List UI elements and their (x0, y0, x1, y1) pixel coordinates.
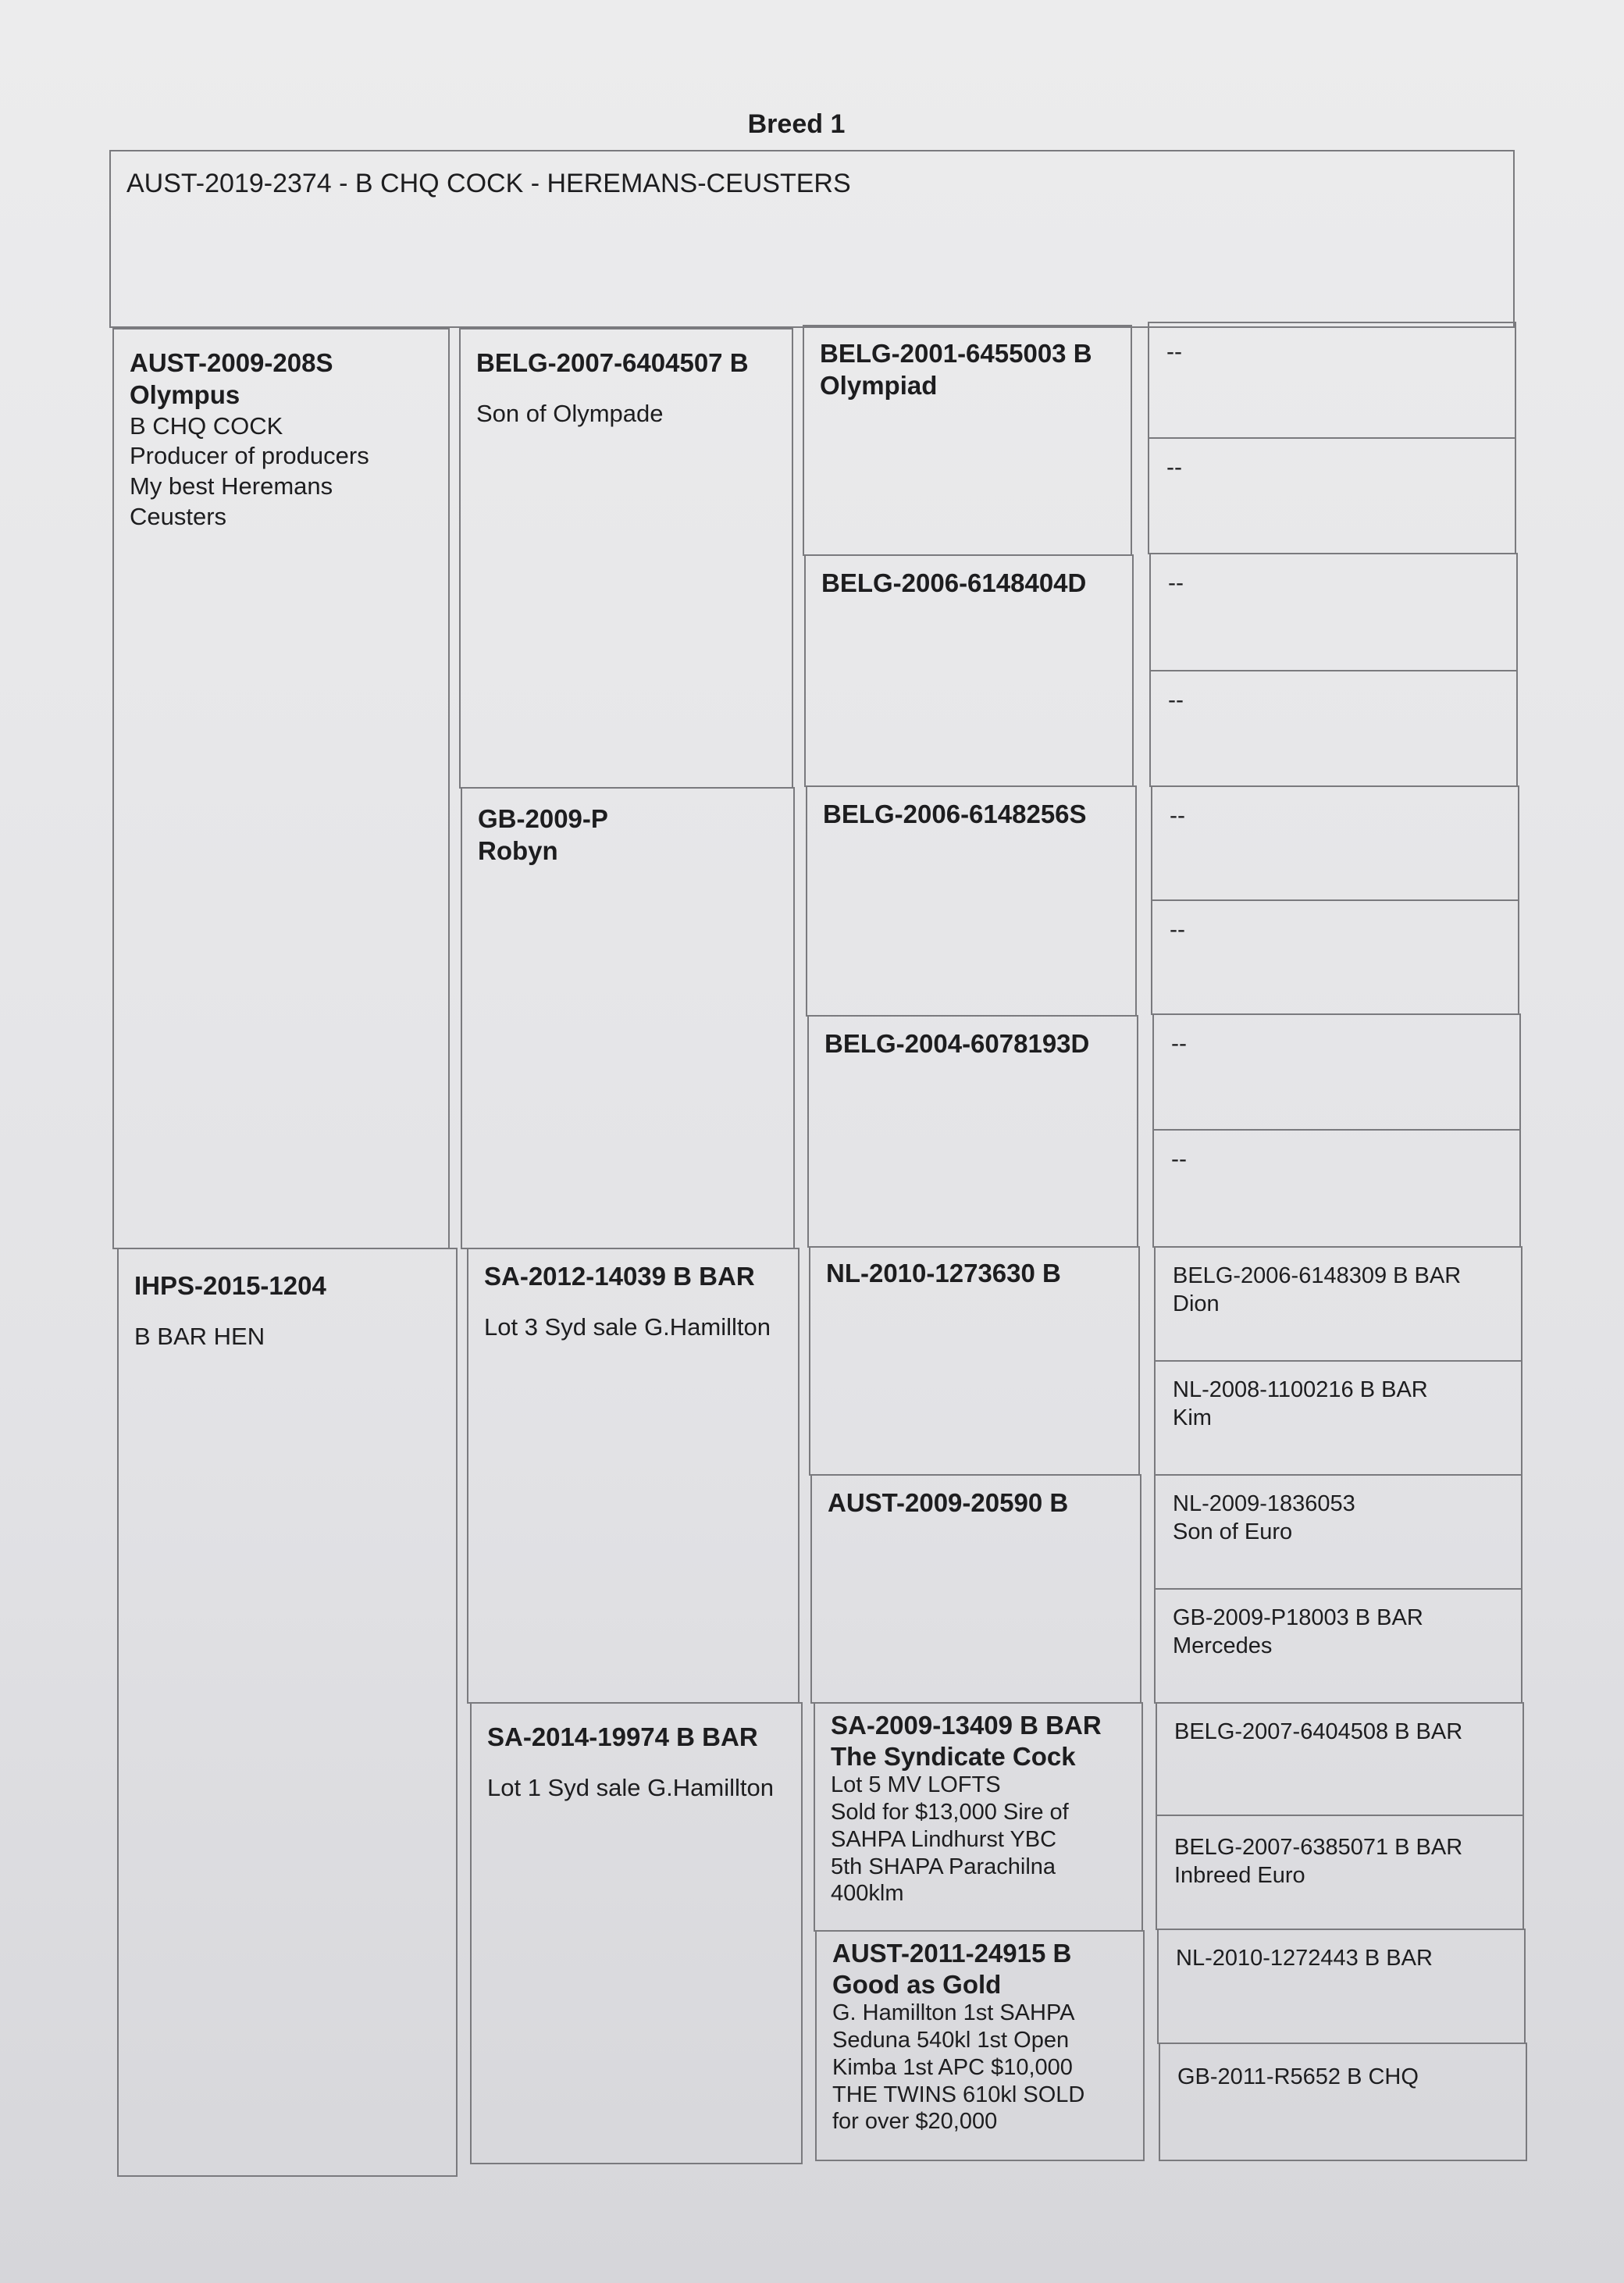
gen2-4-ring: SA-2014-19974 B BAR (487, 1722, 758, 1751)
gen4-10-line2: Kim (1173, 1405, 1212, 1431)
subject-label: AUST-2019-2374 - B CHQ COCK - HEREMANS-CEUSTERS (126, 169, 851, 198)
subject-header (109, 150, 1515, 328)
gen4-2-line1: -- (1166, 454, 1182, 480)
gen4-14-line2: Inbreed Euro (1174, 1863, 1305, 1889)
gen2-cell-4 (470, 1702, 803, 2164)
gen4-cell-9 (1154, 1246, 1522, 1362)
gen4-14-line1: BELG-2007-6385071 B BAR (1174, 1835, 1463, 1860)
gen2-2-name: Robyn (478, 836, 558, 866)
gen3-8-name: Good as Gold (832, 1969, 1002, 1999)
gen1-sire-cell (112, 328, 450, 1249)
gen4-cell-10 (1154, 1360, 1522, 1476)
gen2-cell-2 (461, 787, 795, 1249)
page-title: Breed 1 (747, 109, 846, 139)
gen4-cell-6 (1151, 899, 1519, 1015)
gen4-cell-11 (1154, 1474, 1522, 1590)
gen4-5-line1: -- (1170, 803, 1185, 828)
gen1-sire-note1: Producer of producers (130, 442, 369, 470)
gen3-cell-4 (807, 1015, 1138, 1248)
gen2-4-note: Lot 1 Syd sale G.Hamillton (487, 1774, 775, 1802)
gen4-cell-7 (1152, 1013, 1521, 1131)
gen3-cell-3 (806, 785, 1137, 1017)
gen2-1-note: Son of Olympade (476, 400, 664, 428)
gen4-11-line1: NL-2009-1836053 (1173, 1491, 1355, 1516)
gen4-cell-16 (1159, 2043, 1527, 2161)
gen4-1-line1: -- (1166, 339, 1182, 365)
gen3-7-name: The Syndicate Cock (831, 1741, 1076, 1771)
gen3-cell-7 (814, 1702, 1143, 1932)
gen3-7-note: Lot 5 MV LOFTS Sold for $13,000 Sire of SAHPA Lindhurst YBC 5th SHAPA Parachilna 400klm (831, 1772, 1069, 1907)
gen4-16-line1: GB-2011-R5652 B CHQ (1177, 2064, 1419, 2089)
gen3-1-name: Olympiad (820, 371, 938, 401)
gen4-6-line1: -- (1170, 917, 1185, 942)
gen1-sire-note2: My best Heremans (130, 472, 333, 500)
gen4-cell-15 (1157, 1929, 1526, 2044)
gen2-cell-3 (467, 1248, 800, 1704)
gen4-3-line1: -- (1168, 570, 1184, 596)
gen4-cell-4 (1149, 670, 1518, 787)
gen2-1-ring: BELG-2007-6404507 B (476, 348, 749, 377)
gen3-cell-1 (803, 325, 1132, 556)
gen1-dam-cell (117, 1248, 458, 2177)
gen1-dam-color: B BAR HEN (134, 1323, 265, 1351)
gen3-1-ring: BELG-2001-6455003 B (820, 339, 1092, 368)
gen1-sire-name: Olympus (130, 380, 240, 410)
gen3-8-note: G. Hamillton 1st SAHPA Seduna 540kl 1st Open Kimba 1st APC $10,000 THE TWINS 610kl SOLD for over $20,000 (832, 2000, 1085, 2135)
gen4-cell-12 (1154, 1588, 1522, 1704)
gen4-cell-1 (1148, 322, 1516, 439)
gen4-12-line2: Mercedes (1173, 1633, 1273, 1659)
gen1-sire-note3: Ceusters (130, 502, 227, 530)
gen4-12-line1: GB-2009-P18003 B BAR (1173, 1605, 1423, 1630)
gen4-15-line1: NL-2010-1272443 B BAR (1176, 1946, 1433, 1971)
gen2-3-note: Lot 3 Syd sale G.Hamillton (484, 1313, 771, 1341)
gen4-cell-8 (1152, 1129, 1521, 1248)
gen3-2-ring: BELG-2006-6148404D (821, 568, 1087, 597)
gen4-4-line1: -- (1168, 687, 1184, 713)
gen4-cell-13 (1156, 1702, 1524, 1816)
gen1-dam-ring: IHPS-2015-1204 (134, 1271, 326, 1300)
gen1-sire-ring: AUST-2009-208S (130, 348, 333, 377)
gen4-cell-14 (1156, 1815, 1524, 1930)
gen4-8-line1: -- (1171, 1146, 1187, 1172)
gen2-3-ring: SA-2012-14039 B BAR (484, 1262, 755, 1291)
gen4-7-line1: -- (1171, 1031, 1187, 1056)
gen3-4-ring: BELG-2004-6078193D (824, 1029, 1090, 1058)
gen4-13-line1: BELG-2007-6404508 B BAR (1174, 1719, 1463, 1744)
gen4-cell-3 (1149, 553, 1518, 671)
gen4-cell-2 (1148, 437, 1516, 554)
gen4-9-line1: BELG-2006-6148309 B BAR (1173, 1263, 1462, 1288)
gen3-7-ring: SA-2009-13409 B BAR (831, 1711, 1102, 1740)
gen2-cell-1 (459, 328, 793, 789)
gen3-cell-8 (815, 1930, 1145, 2161)
gen3-8-ring: AUST-2011-24915 B (832, 1939, 1072, 1968)
gen3-5-ring: NL-2010-1273630 B (826, 1259, 1061, 1288)
gen4-10-line1: NL-2008-1100216 B BAR (1173, 1377, 1428, 1402)
gen3-cell-5 (809, 1246, 1140, 1476)
gen3-cell-6 (810, 1474, 1141, 1704)
gen3-cell-2 (804, 554, 1134, 787)
gen4-9-line2: Dion (1173, 1291, 1220, 1317)
gen3-3-ring: BELG-2006-6148256S (823, 800, 1087, 828)
gen1-sire-color: B CHQ COCK (130, 411, 283, 440)
gen4-cell-5 (1151, 785, 1519, 901)
gen2-2-ring: GB-2009-P (478, 804, 608, 833)
gen4-11-line2: Son of Euro (1173, 1519, 1293, 1545)
gen3-6-ring: AUST-2009-20590 B (828, 1488, 1069, 1517)
